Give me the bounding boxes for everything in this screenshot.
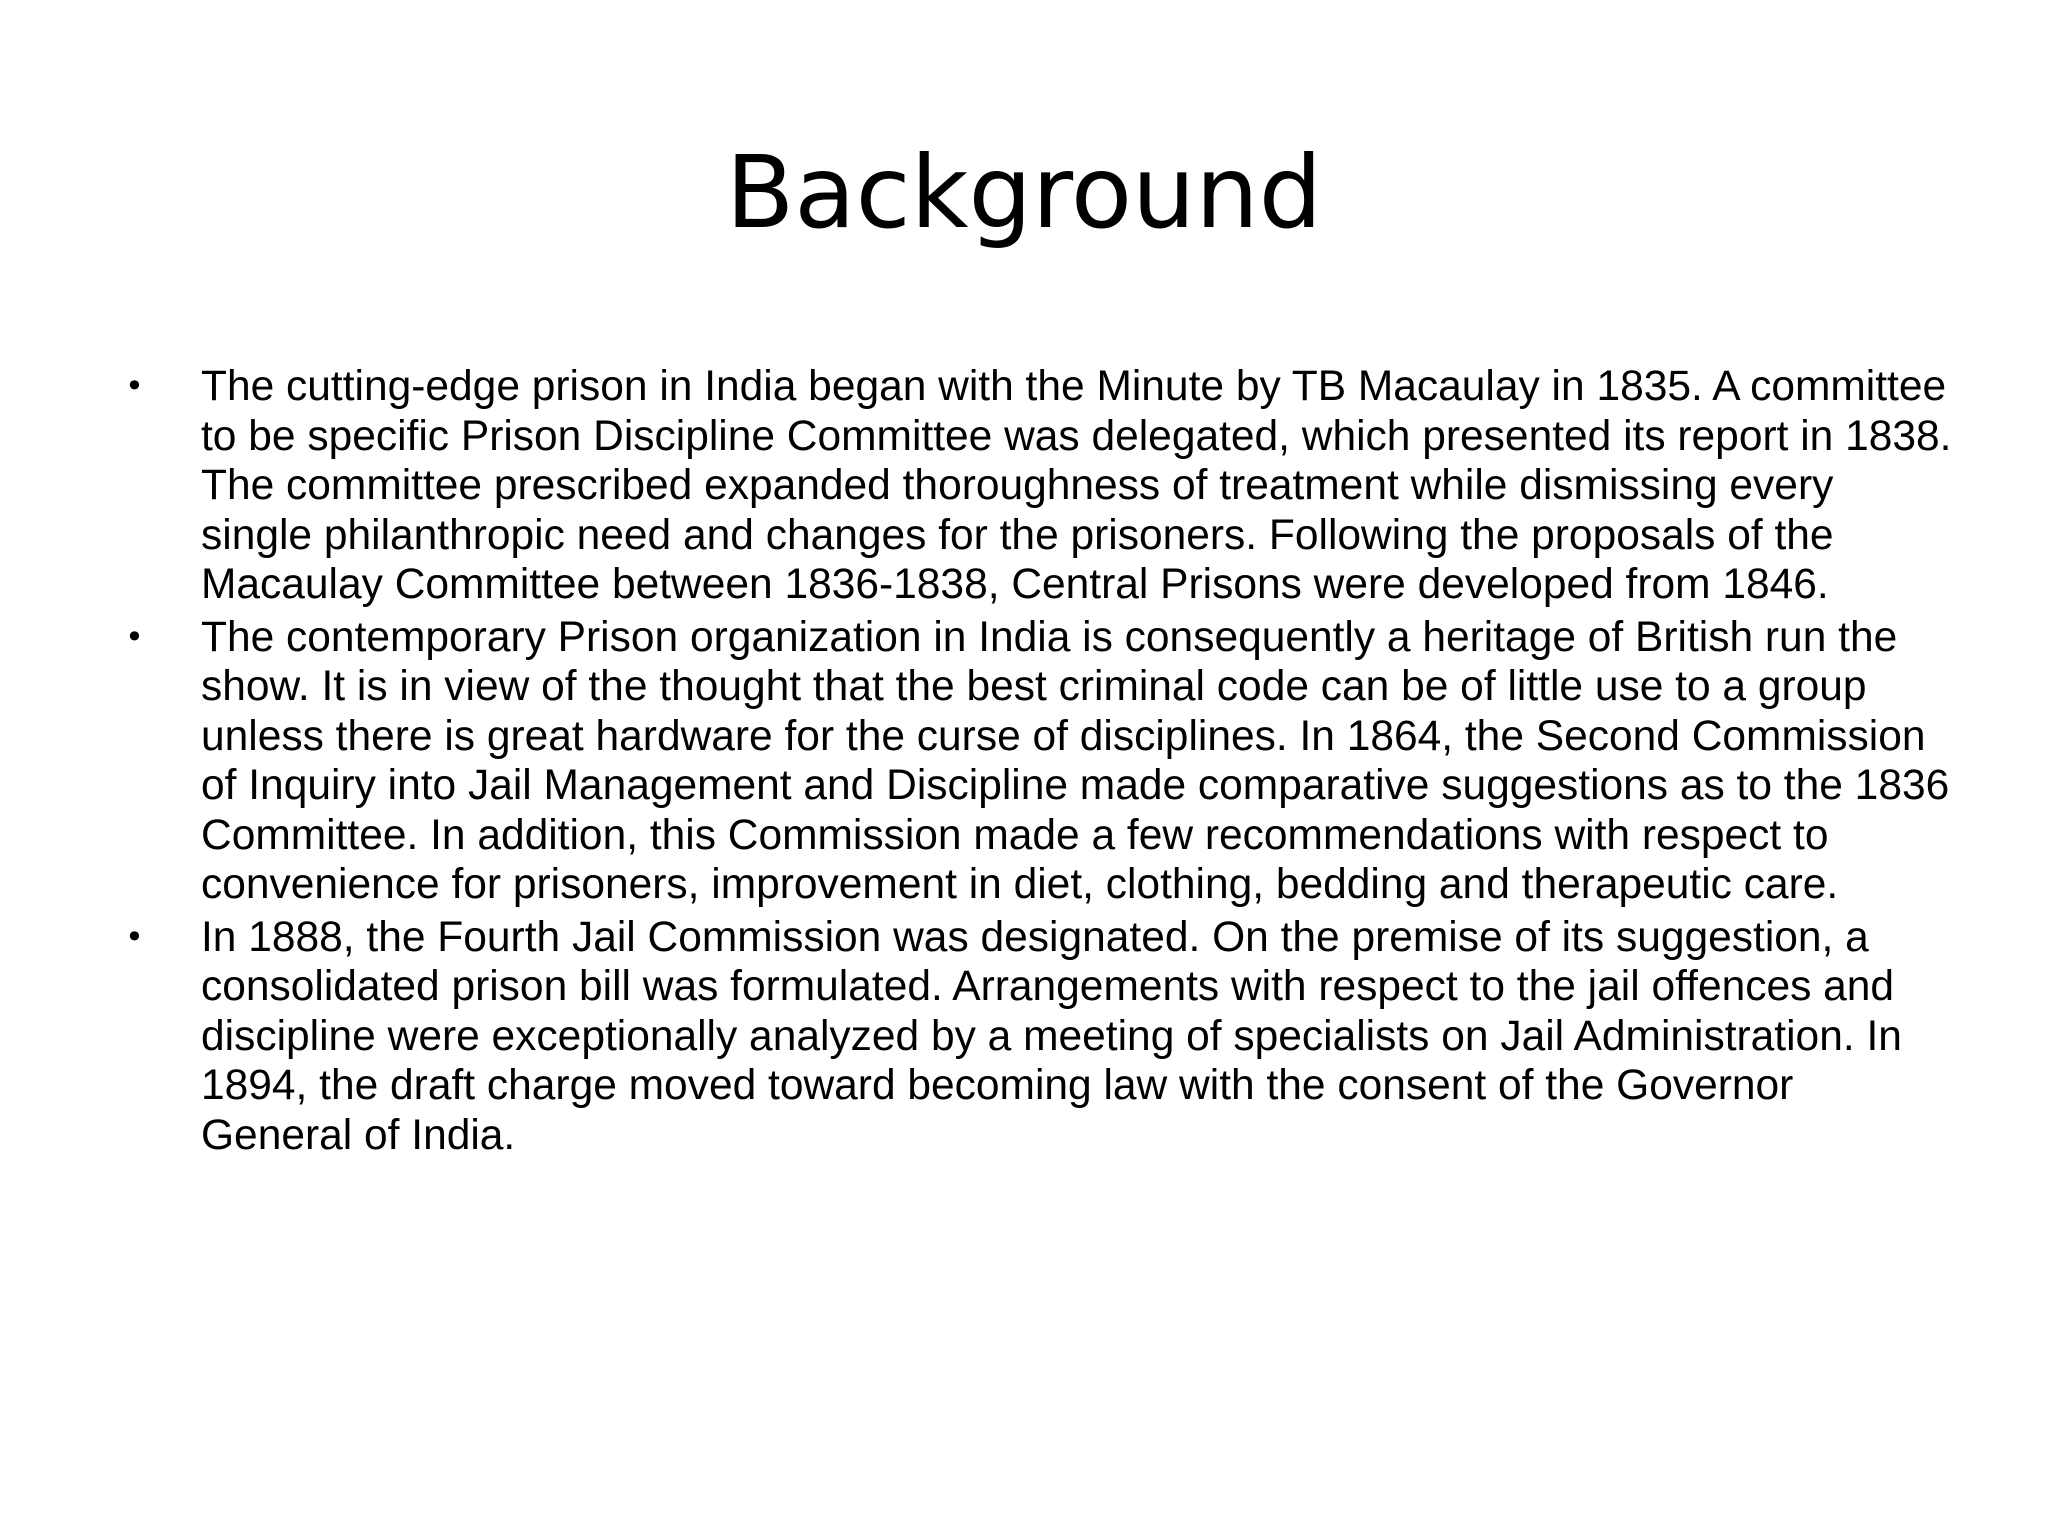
bullet-icon: • xyxy=(125,367,144,405)
bullet-list xyxy=(112,362,1952,1163)
slide-title: Background xyxy=(725,134,1323,251)
bullet-text: The contemporary Prison organization in India is consequently a heritage of British run the show. It is in view of the thought that the best criminal code can be of little use to a group unless there is great hardware for the curse of disciplines. In 1864, the Second Commission of Inquiry into Jail Management and Discipline made comparative suggestions as to the 1836 Committee. In addition, this Commission made a few recommendations with respect to convenience for prisoners, improvement in diet, clothing, bedding and therapeutic care. xyxy=(201,613,1950,908)
bullet-text: The cutting-edge prison in India began with the Minute by TB Macaulay in 1835. A committee to be specific Prison Discipline Committee was delegated, which presented its report in 1838. The committee prescribed expanded thoroughness of treatment while dismissing every single philanthropic need and changes for the prisoners. Following the proposals of the Macaulay Committee between 1836-1838, Central Prisons were developed from 1846. xyxy=(201,363,1952,608)
bullet-item xyxy=(112,613,1952,910)
bullet-icon: • xyxy=(125,917,144,956)
bullet-item xyxy=(112,913,1952,1161)
bullet-item xyxy=(112,362,1952,610)
bullet-icon: • xyxy=(125,617,144,656)
bullet-text: In 1888, the Fourth Jail Commission was designated. On the premise of its suggestion, a consolidated prison bill was formulated. Arrangements with respect to the jail offences and discipline were exceptionally analyzed by a meeting of specialists on Jail Administration. In 1894, the draft charge moved toward becoming law with the consent of the Governor General of India. xyxy=(201,913,1902,1159)
